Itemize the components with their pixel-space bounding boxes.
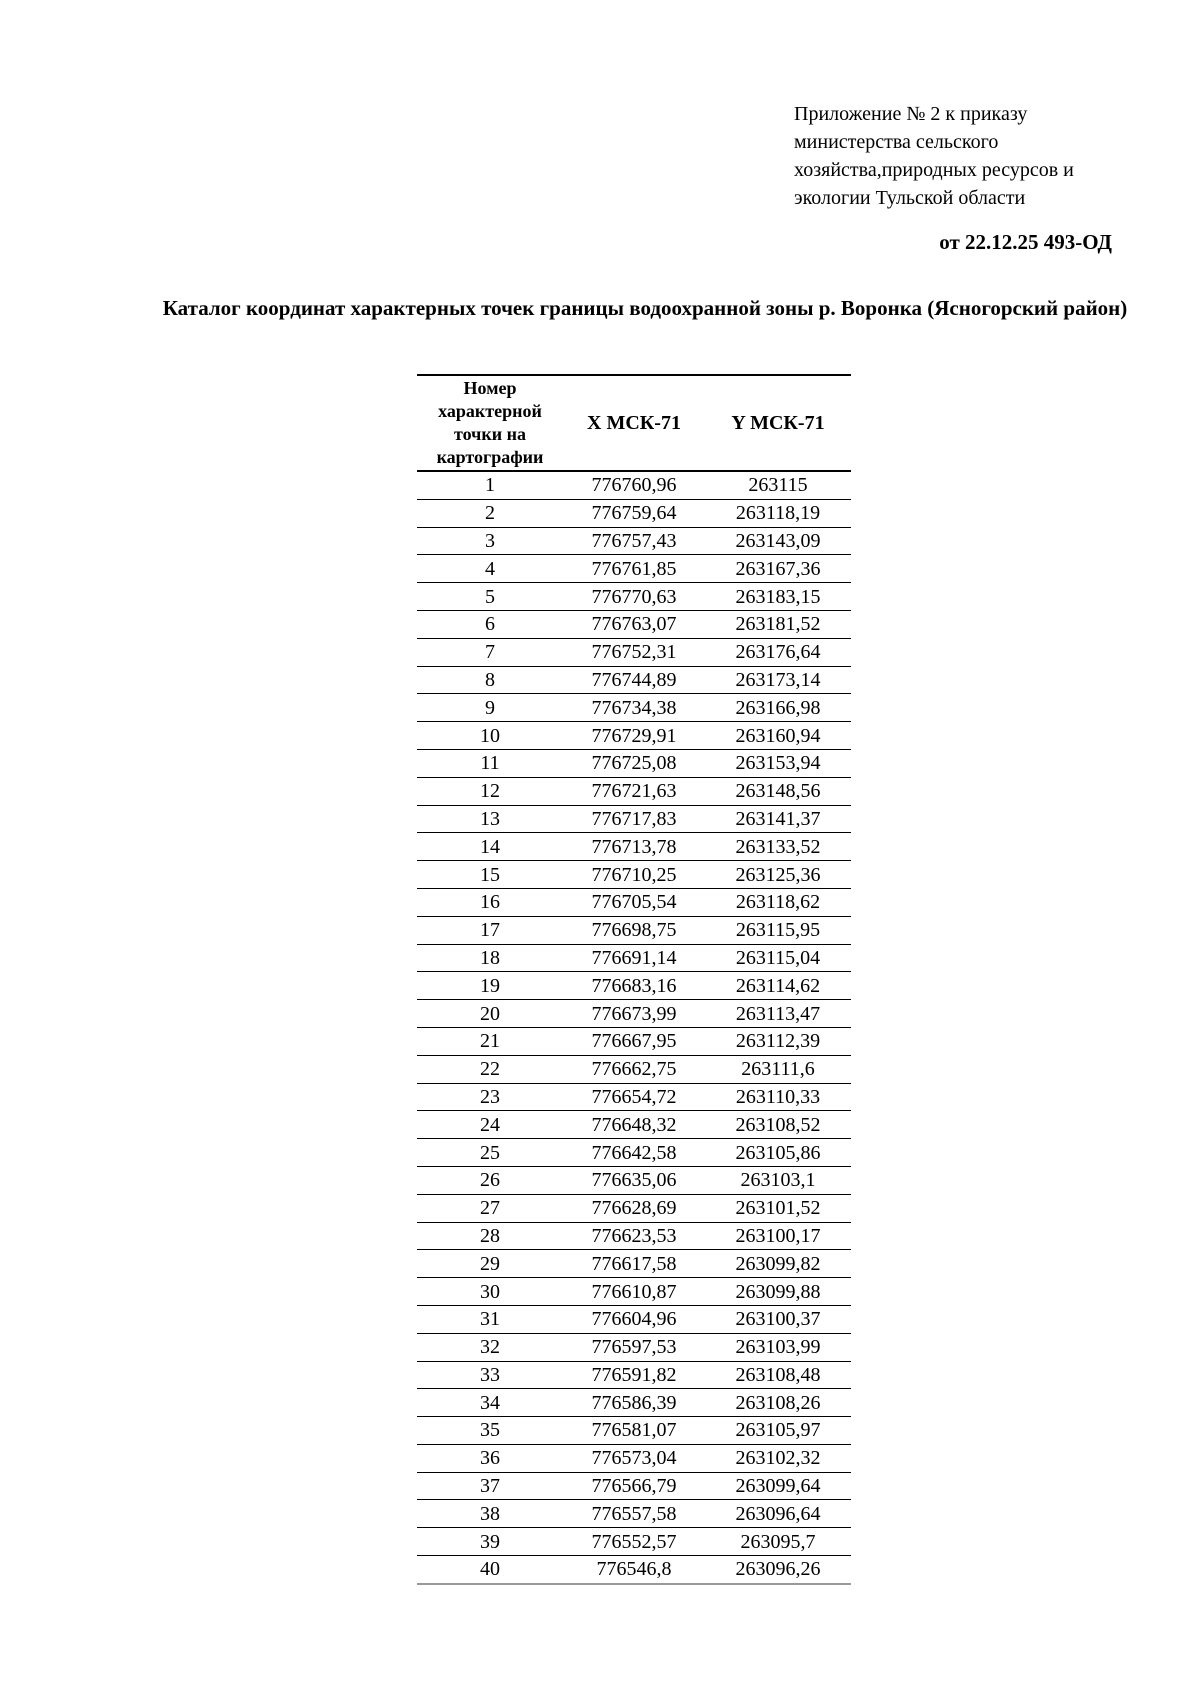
table-row bbox=[417, 972, 851, 1000]
cell-y-coordinate: 263112,39 bbox=[705, 1027, 851, 1055]
cell-point-number: 20 bbox=[417, 1000, 563, 1028]
cell-x-coordinate: 776586,39 bbox=[563, 1389, 705, 1417]
cell-y-coordinate: 263115,04 bbox=[705, 944, 851, 972]
cell-point-number: 25 bbox=[417, 1139, 563, 1167]
cell-x-coordinate: 776642,58 bbox=[563, 1139, 705, 1167]
appendix-line: Приложение № 2 к приказу bbox=[794, 103, 1028, 125]
table-row bbox=[417, 666, 851, 694]
cell-x-coordinate: 776667,95 bbox=[563, 1027, 705, 1055]
cell-x-coordinate: 776648,32 bbox=[563, 1111, 705, 1139]
cell-y-coordinate: 263114,62 bbox=[705, 972, 851, 1000]
cell-y-coordinate: 263108,48 bbox=[705, 1361, 851, 1389]
table-row bbox=[417, 1417, 851, 1445]
table-row bbox=[417, 1055, 851, 1083]
cell-x-coordinate: 776725,08 bbox=[563, 749, 705, 777]
cell-point-number: 16 bbox=[417, 888, 563, 916]
cell-x-coordinate: 776557,58 bbox=[563, 1500, 705, 1528]
cell-point-number: 19 bbox=[417, 972, 563, 1000]
cell-point-number: 24 bbox=[417, 1111, 563, 1139]
cell-y-coordinate: 263125,36 bbox=[705, 861, 851, 889]
cell-x-coordinate: 776698,75 bbox=[563, 916, 705, 944]
table-row bbox=[417, 527, 851, 555]
cell-y-coordinate: 263118,19 bbox=[705, 499, 851, 527]
table-row bbox=[417, 1361, 851, 1389]
table-row bbox=[417, 1139, 851, 1167]
column-header-x: X МСК-71 bbox=[563, 375, 705, 471]
table-row bbox=[417, 1166, 851, 1194]
table-row bbox=[417, 833, 851, 861]
cell-y-coordinate: 263110,33 bbox=[705, 1083, 851, 1111]
table-row bbox=[417, 944, 851, 972]
appendix-header bbox=[794, 100, 1124, 212]
cell-point-number: 8 bbox=[417, 666, 563, 694]
cell-y-coordinate: 263103,99 bbox=[705, 1333, 851, 1361]
table-row bbox=[417, 1278, 851, 1306]
cell-y-coordinate: 263101,52 bbox=[705, 1194, 851, 1222]
cell-y-coordinate: 263160,94 bbox=[705, 722, 851, 750]
cell-y-coordinate: 263181,52 bbox=[705, 610, 851, 638]
cell-y-coordinate: 263148,56 bbox=[705, 777, 851, 805]
cell-x-coordinate: 776628,69 bbox=[563, 1194, 705, 1222]
cell-y-coordinate: 263115 bbox=[705, 471, 851, 499]
cell-x-coordinate: 776610,87 bbox=[563, 1278, 705, 1306]
order-date: от 22.12.25 493-ОД bbox=[939, 230, 1112, 254]
cell-y-coordinate: 263099,64 bbox=[705, 1472, 851, 1500]
cell-y-coordinate: 263095,7 bbox=[705, 1528, 851, 1556]
cell-y-coordinate: 263099,82 bbox=[705, 1250, 851, 1278]
cell-point-number: 21 bbox=[417, 1027, 563, 1055]
table-row bbox=[417, 1000, 851, 1028]
cell-point-number: 7 bbox=[417, 638, 563, 666]
cell-point-number: 33 bbox=[417, 1361, 563, 1389]
table-row bbox=[417, 638, 851, 666]
appendix-line: хозяйства,природных ресурсов и bbox=[794, 159, 1074, 181]
cell-point-number: 29 bbox=[417, 1250, 563, 1278]
cell-x-coordinate: 776763,07 bbox=[563, 610, 705, 638]
table-row bbox=[417, 916, 851, 944]
table-row bbox=[417, 861, 851, 889]
appendix-line: министерства сельского bbox=[794, 131, 999, 153]
cell-point-number: 30 bbox=[417, 1278, 563, 1306]
table-row bbox=[417, 1194, 851, 1222]
cell-point-number: 27 bbox=[417, 1194, 563, 1222]
table-row bbox=[417, 1250, 851, 1278]
cell-point-number: 2 bbox=[417, 499, 563, 527]
cell-y-coordinate: 263166,98 bbox=[705, 694, 851, 722]
table-row bbox=[417, 1333, 851, 1361]
cell-point-number: 5 bbox=[417, 583, 563, 611]
table-row bbox=[417, 694, 851, 722]
table-row bbox=[417, 471, 851, 499]
cell-point-number: 22 bbox=[417, 1055, 563, 1083]
table-row bbox=[417, 583, 851, 611]
cell-x-coordinate: 776566,79 bbox=[563, 1472, 705, 1500]
appendix-line: экологии Тульской области bbox=[794, 187, 1026, 209]
cell-point-number: 32 bbox=[417, 1333, 563, 1361]
cell-y-coordinate: 263113,47 bbox=[705, 1000, 851, 1028]
cell-x-coordinate: 776591,82 bbox=[563, 1361, 705, 1389]
cell-point-number: 17 bbox=[417, 916, 563, 944]
cell-point-number: 15 bbox=[417, 861, 563, 889]
header-line: точки на bbox=[454, 424, 526, 444]
cell-point-number: 31 bbox=[417, 1305, 563, 1333]
cell-y-coordinate: 263102,32 bbox=[705, 1444, 851, 1472]
cell-point-number: 38 bbox=[417, 1500, 563, 1528]
cell-y-coordinate: 263103,1 bbox=[705, 1166, 851, 1194]
cell-x-coordinate: 776635,06 bbox=[563, 1166, 705, 1194]
cell-x-coordinate: 776705,54 bbox=[563, 888, 705, 916]
cell-x-coordinate: 776721,63 bbox=[563, 777, 705, 805]
cell-x-coordinate: 776710,25 bbox=[563, 861, 705, 889]
cell-x-coordinate: 776546,8 bbox=[563, 1556, 705, 1584]
cell-point-number: 28 bbox=[417, 1222, 563, 1250]
table-row bbox=[417, 1556, 851, 1584]
table-row bbox=[417, 888, 851, 916]
cell-point-number: 11 bbox=[417, 749, 563, 777]
cell-x-coordinate: 776691,14 bbox=[563, 944, 705, 972]
cell-y-coordinate: 263108,52 bbox=[705, 1111, 851, 1139]
cell-y-coordinate: 263100,17 bbox=[705, 1222, 851, 1250]
cell-x-coordinate: 776573,04 bbox=[563, 1444, 705, 1472]
cell-x-coordinate: 776729,91 bbox=[563, 722, 705, 750]
table-row bbox=[417, 1305, 851, 1333]
cell-x-coordinate: 776581,07 bbox=[563, 1417, 705, 1445]
cell-point-number: 9 bbox=[417, 694, 563, 722]
cell-point-number: 1 bbox=[417, 471, 563, 499]
cell-point-number: 39 bbox=[417, 1528, 563, 1556]
table-row bbox=[417, 1528, 851, 1556]
header-line: Номер bbox=[463, 378, 517, 398]
table-row bbox=[417, 1027, 851, 1055]
cell-x-coordinate: 776770,63 bbox=[563, 583, 705, 611]
document-title: Каталог координат характерных точек границы водоохранной зоны р. Воронка (Ясногорский район) bbox=[162, 296, 1128, 320]
cell-point-number: 26 bbox=[417, 1166, 563, 1194]
cell-point-number: 40 bbox=[417, 1556, 563, 1584]
cell-point-number: 35 bbox=[417, 1417, 563, 1445]
table-row bbox=[417, 749, 851, 777]
column-header-y: Y МСК-71 bbox=[705, 375, 851, 471]
cell-x-coordinate: 776759,64 bbox=[563, 499, 705, 527]
cell-y-coordinate: 263105,86 bbox=[705, 1139, 851, 1167]
table-header-row bbox=[417, 375, 851, 471]
cell-y-coordinate: 263141,37 bbox=[705, 805, 851, 833]
cell-x-coordinate: 776713,78 bbox=[563, 833, 705, 861]
cell-x-coordinate: 776761,85 bbox=[563, 555, 705, 583]
cell-point-number: 10 bbox=[417, 722, 563, 750]
table-row bbox=[417, 1389, 851, 1417]
table-row bbox=[417, 777, 851, 805]
table-row bbox=[417, 1111, 851, 1139]
header-line: картографии bbox=[436, 447, 544, 467]
table-body bbox=[417, 471, 851, 1584]
cell-y-coordinate: 263105,97 bbox=[705, 1417, 851, 1445]
cell-x-coordinate: 776604,96 bbox=[563, 1305, 705, 1333]
cell-y-coordinate: 263153,94 bbox=[705, 749, 851, 777]
table-row bbox=[417, 610, 851, 638]
cell-x-coordinate: 776752,31 bbox=[563, 638, 705, 666]
table-row bbox=[417, 1500, 851, 1528]
cell-y-coordinate: 263096,64 bbox=[705, 1500, 851, 1528]
cell-y-coordinate: 263118,62 bbox=[705, 888, 851, 916]
cell-point-number: 36 bbox=[417, 1444, 563, 1472]
cell-x-coordinate: 776760,96 bbox=[563, 471, 705, 499]
cell-y-coordinate: 263111,6 bbox=[705, 1055, 851, 1083]
table-row bbox=[417, 1472, 851, 1500]
column-header-point-number bbox=[417, 375, 563, 471]
coordinates-table bbox=[417, 374, 851, 1585]
table-row bbox=[417, 1083, 851, 1111]
cell-x-coordinate: 776662,75 bbox=[563, 1055, 705, 1083]
cell-point-number: 14 bbox=[417, 833, 563, 861]
cell-x-coordinate: 776552,57 bbox=[563, 1528, 705, 1556]
cell-point-number: 37 bbox=[417, 1472, 563, 1500]
cell-point-number: 12 bbox=[417, 777, 563, 805]
cell-y-coordinate: 263096,26 bbox=[705, 1556, 851, 1584]
cell-x-coordinate: 776757,43 bbox=[563, 527, 705, 555]
cell-y-coordinate: 263115,95 bbox=[705, 916, 851, 944]
cell-x-coordinate: 776717,83 bbox=[563, 805, 705, 833]
cell-point-number: 18 bbox=[417, 944, 563, 972]
table-row bbox=[417, 722, 851, 750]
cell-x-coordinate: 776673,99 bbox=[563, 1000, 705, 1028]
cell-point-number: 4 bbox=[417, 555, 563, 583]
cell-y-coordinate: 263167,36 bbox=[705, 555, 851, 583]
cell-y-coordinate: 263133,52 bbox=[705, 833, 851, 861]
cell-x-coordinate: 776744,89 bbox=[563, 666, 705, 694]
cell-x-coordinate: 776597,53 bbox=[563, 1333, 705, 1361]
cell-y-coordinate: 263108,26 bbox=[705, 1389, 851, 1417]
cell-point-number: 13 bbox=[417, 805, 563, 833]
cell-x-coordinate: 776617,58 bbox=[563, 1250, 705, 1278]
cell-y-coordinate: 263183,15 bbox=[705, 583, 851, 611]
table-row bbox=[417, 1444, 851, 1472]
cell-y-coordinate: 263176,64 bbox=[705, 638, 851, 666]
cell-x-coordinate: 776734,38 bbox=[563, 694, 705, 722]
cell-x-coordinate: 776654,72 bbox=[563, 1083, 705, 1111]
table-row bbox=[417, 499, 851, 527]
table-row bbox=[417, 555, 851, 583]
cell-point-number: 6 bbox=[417, 610, 563, 638]
cell-point-number: 23 bbox=[417, 1083, 563, 1111]
header-line: характерной bbox=[438, 401, 542, 421]
cell-y-coordinate: 263100,37 bbox=[705, 1305, 851, 1333]
cell-y-coordinate: 263099,88 bbox=[705, 1278, 851, 1306]
cell-y-coordinate: 263173,14 bbox=[705, 666, 851, 694]
cell-x-coordinate: 776623,53 bbox=[563, 1222, 705, 1250]
cell-x-coordinate: 776683,16 bbox=[563, 972, 705, 1000]
table-row bbox=[417, 1222, 851, 1250]
cell-point-number: 34 bbox=[417, 1389, 563, 1417]
table-row bbox=[417, 805, 851, 833]
cell-point-number: 3 bbox=[417, 527, 563, 555]
cell-y-coordinate: 263143,09 bbox=[705, 527, 851, 555]
